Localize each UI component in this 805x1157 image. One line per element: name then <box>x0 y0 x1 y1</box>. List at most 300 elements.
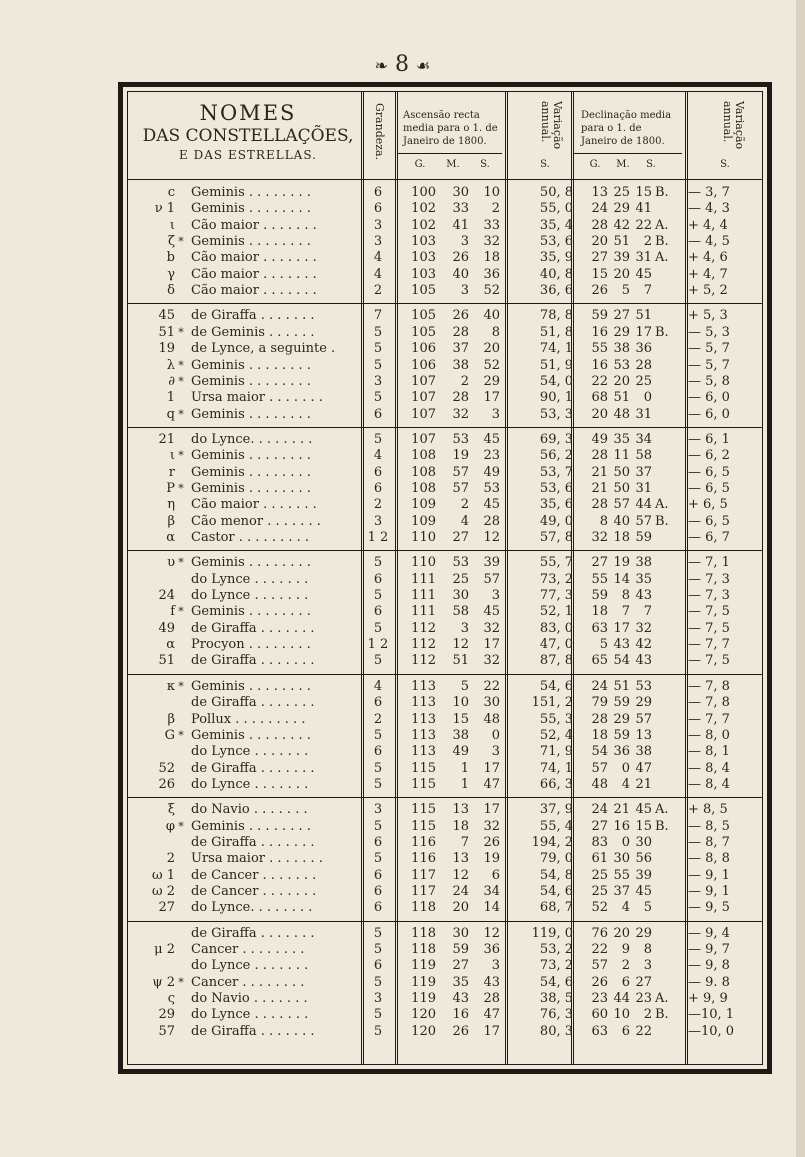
ra-minutes: 38 <box>452 357 469 373</box>
catalog-mark: * <box>178 235 184 249</box>
dec-minutes: 55 <box>613 867 630 883</box>
ra-degrees: 118 <box>411 925 436 941</box>
dec-seconds: 22 <box>635 1023 652 1039</box>
dec-variation: — 9, 1 <box>688 884 730 899</box>
ra-seconds: 40 <box>483 308 500 324</box>
dec-seconds: 15 <box>635 185 652 200</box>
ra-degrees: 103 <box>411 250 436 266</box>
dec-seconds: 27 <box>635 974 652 990</box>
dec-minutes: 7 <box>621 604 630 620</box>
star-name: Geminis . . . . . . . . <box>191 480 311 496</box>
ra-seconds: 29 <box>483 373 500 389</box>
dec-variation: — 6, 2 <box>688 448 730 464</box>
ra-degrees: 113 <box>411 727 436 743</box>
ra-seconds: 18 <box>483 250 500 266</box>
dec-seconds: 43 <box>635 588 652 604</box>
ra-minutes: 2 <box>460 373 469 389</box>
catalog-mark: * <box>178 481 184 495</box>
star-name: Ursa maior . . . . . . . <box>191 390 323 406</box>
dec-seconds: 36 <box>635 341 652 357</box>
ra-variation: 55, 7 <box>539 555 573 571</box>
dec-minutes: 20 <box>613 266 630 282</box>
star-label: γ <box>167 266 175 282</box>
dec-hemisphere: A. <box>655 991 669 1007</box>
ra-variation: 77, 3 <box>539 588 573 604</box>
dec-minutes: 30 <box>613 851 630 867</box>
star-name: Geminis . . . . . . . . <box>191 185 311 200</box>
ra-variation: 35, 6 <box>539 497 573 513</box>
ra-variation: 47, 0 <box>539 637 573 653</box>
ra-variation: 52, 4 <box>539 727 573 743</box>
dec-minutes: 37 <box>613 884 630 899</box>
dec-minutes: 39 <box>613 250 630 266</box>
star-label: 51 <box>158 324 175 340</box>
table-row <box>123 1007 763 1023</box>
star-label: 19 <box>158 341 175 357</box>
dec-seconds: 5 <box>643 900 652 916</box>
dec-minutes: 40 <box>613 513 630 529</box>
dec-minutes: 6 <box>621 974 630 990</box>
dec-degrees: 20 <box>591 406 608 422</box>
dec-degrees: 49 <box>591 431 608 447</box>
ra-variation: 49, 0 <box>539 513 573 529</box>
ra-minutes: 28 <box>452 324 469 340</box>
ra-minutes: 2 <box>460 497 469 513</box>
magnitude: 5 <box>373 925 383 941</box>
star-name: do Lynce . . . . . . . <box>191 571 309 587</box>
magnitude: 4 <box>373 266 383 282</box>
star-label: ι <box>169 448 175 464</box>
ra-variation: 53, 3 <box>539 406 573 422</box>
dec-seconds: 42 <box>635 637 652 653</box>
catalog-mark: * <box>178 358 184 372</box>
dec-degrees: 16 <box>591 357 608 373</box>
table-row <box>123 1024 763 1040</box>
ra-seconds: 23 <box>483 448 500 464</box>
group-rule <box>127 797 763 798</box>
ra-degrees: 110 <box>411 555 436 571</box>
star-label: c <box>167 185 175 200</box>
star-label: q <box>166 406 175 422</box>
dec-minutes: 14 <box>613 571 630 587</box>
magnitude: 6 <box>373 900 383 916</box>
star-label: 29 <box>158 1007 175 1023</box>
ra-degrees: 100 <box>411 185 436 200</box>
ra-minutes: 3 <box>460 620 469 636</box>
ra-degrees: 115 <box>411 760 436 776</box>
ra-degrees: 116 <box>411 834 436 850</box>
ra-seconds: 22 <box>483 678 500 694</box>
star-label: 57 <box>158 1023 175 1039</box>
ra-minutes: 13 <box>452 802 469 818</box>
ra-seconds: 2 <box>491 201 500 217</box>
dec-minutes: 27 <box>613 308 630 324</box>
dec-degrees: 23 <box>591 991 608 1007</box>
table-row <box>123 481 763 497</box>
star-label: 52 <box>158 760 175 776</box>
page-edge <box>796 0 805 1157</box>
star-label: 24 <box>158 588 175 604</box>
dec-seconds: 17 <box>635 324 652 340</box>
dec-seconds: 28 <box>635 357 652 373</box>
dec-degrees: 24 <box>591 201 608 217</box>
star-name: Geminis . . . . . . . . <box>191 464 311 480</box>
dec-variation: — 6, 7 <box>688 530 730 545</box>
ra-var-seconds-sub: S. <box>540 159 550 170</box>
star-label: φ <box>165 818 175 834</box>
ra-variation: 54, 6 <box>539 884 573 899</box>
ra-degrees: 107 <box>411 373 436 389</box>
ra-degrees: 113 <box>411 695 436 711</box>
ra-variation: 90, 1 <box>539 390 573 406</box>
ra-degrees: 107 <box>411 406 436 422</box>
ra-degrees: 112 <box>411 637 436 653</box>
dec-degrees: 68 <box>591 390 608 406</box>
ra-variation: 55, 0 <box>539 201 573 217</box>
ra-degrees: 108 <box>411 448 436 464</box>
header-bottom-rule <box>127 179 763 180</box>
dec-hemisphere: B. <box>655 513 669 529</box>
dec-seconds: 3 <box>643 958 652 974</box>
star-table <box>118 82 772 1074</box>
ra-degrees: 106 <box>411 357 436 373</box>
ra-minutes: 3 <box>460 234 469 250</box>
star-name: de Giraffa . . . . . . . <box>191 653 315 669</box>
ra-degrees: 117 <box>411 884 436 899</box>
dec-minutes: 16 <box>613 818 630 834</box>
ra-seconds-sub: S. <box>480 159 490 170</box>
dec-variation: —10, 0 <box>688 1023 735 1039</box>
ra-degrees: 109 <box>411 497 436 513</box>
ra-seconds: 32 <box>483 818 500 834</box>
ra-minutes: 57 <box>452 464 469 480</box>
table-row <box>123 250 763 266</box>
ra-variation: 55, 4 <box>539 818 573 834</box>
table-row <box>123 341 763 357</box>
star-name: Procyon . . . . . . . . <box>191 637 311 653</box>
ra-variation: 54, 6 <box>539 678 573 694</box>
ra-variation: 76, 3 <box>539 1007 573 1023</box>
table-row <box>123 588 763 604</box>
ra-minutes: 1 <box>460 760 469 776</box>
table-row <box>123 884 763 900</box>
dec-variation: — 7, 8 <box>688 695 730 711</box>
dec-degrees: 24 <box>591 678 608 694</box>
magnitude: 3 <box>373 217 383 233</box>
dec-minutes: 21 <box>613 802 630 818</box>
magnitude: 5 <box>373 1023 383 1039</box>
dec-variation: + 5, 2 <box>688 283 728 299</box>
dec-hemisphere: B. <box>655 185 669 200</box>
table-row <box>123 991 763 1007</box>
star-name: do Lynce. . . . . . . . <box>191 431 313 447</box>
magnitude: 2 <box>373 497 383 513</box>
dec-seconds: 15 <box>635 818 652 834</box>
ra-seconds: 43 <box>483 974 500 990</box>
dec-hemisphere: A. <box>655 217 669 233</box>
ra-variation: 51, 9 <box>539 357 573 373</box>
ornament-right-icon: ☙ <box>416 56 431 75</box>
ra-degrees: 119 <box>411 974 436 990</box>
dec-seconds: 21 <box>635 776 652 792</box>
dec-seconds: 59 <box>635 530 652 545</box>
dec-variation: — 9, 5 <box>688 900 730 916</box>
dec-minutes: 29 <box>613 711 630 727</box>
dec-minutes-sub: M. <box>616 159 630 170</box>
ra-minutes: 20 <box>452 900 469 916</box>
dec-variation: — 8, 4 <box>688 776 730 792</box>
ra-minutes: 33 <box>452 201 469 217</box>
dec-variation: — 3, 7 <box>688 185 730 200</box>
table-row <box>123 185 763 201</box>
dec-minutes: 35 <box>613 431 630 447</box>
catalog-mark: * <box>178 407 184 421</box>
dec-minutes: 29 <box>613 324 630 340</box>
dec-seconds: 58 <box>635 448 652 464</box>
dec-variation: — 7, 7 <box>688 711 730 727</box>
ra-seconds: 48 <box>483 711 500 727</box>
dec-minutes: 4 <box>621 776 630 792</box>
ra-seconds: 14 <box>483 900 500 916</box>
ra-degrees: 112 <box>411 653 436 669</box>
dec-variation: + 9, 9 <box>688 991 728 1007</box>
catalog-mark: * <box>178 374 184 388</box>
star-name: Cão maior . . . . . . . <box>191 250 317 266</box>
dec-seconds: 53 <box>635 678 652 694</box>
table-row <box>123 621 763 637</box>
ra-degrees: 118 <box>411 900 436 916</box>
star-label: 21 <box>158 431 175 447</box>
ra-seconds: 17 <box>483 802 500 818</box>
star-name: do Navio . . . . . . . <box>191 991 308 1007</box>
ra-seconds: 17 <box>483 637 500 653</box>
dec-degrees: 18 <box>591 727 608 743</box>
dec-variation: — 8, 8 <box>688 851 730 867</box>
dec-variation: — 6, 5 <box>688 513 730 529</box>
ra-variation: 66, 3 <box>539 776 573 792</box>
ra-degrees: 102 <box>411 217 436 233</box>
ra-seconds: 19 <box>483 851 500 867</box>
star-label: δ <box>167 283 175 299</box>
dec-seconds: 7 <box>643 604 652 620</box>
table-row <box>123 777 763 793</box>
table-row <box>123 234 763 250</box>
ra-variation: 56, 2 <box>539 448 573 464</box>
dec-degrees: 28 <box>591 217 608 233</box>
magnitude: 3 <box>373 991 383 1007</box>
ra-variation: 38, 5 <box>539 991 573 1007</box>
dec-degrees: 16 <box>591 324 608 340</box>
dec-seconds: 22 <box>635 217 652 233</box>
dec-degrees: 83 <box>591 834 608 850</box>
ra-variation: 71, 9 <box>539 744 573 760</box>
dec-minutes: 50 <box>613 464 630 480</box>
star-name: Cão maior . . . . . . . <box>191 283 317 299</box>
dec-degrees: 25 <box>591 884 608 899</box>
dec-variation: — 5, 7 <box>688 341 730 357</box>
table-row <box>123 958 763 974</box>
ra-minutes: 43 <box>452 991 469 1007</box>
ra-seconds: 3 <box>491 588 500 604</box>
ra-variation: 79, 0 <box>539 851 573 867</box>
table-row <box>123 942 763 958</box>
dec-seconds: 32 <box>635 620 652 636</box>
dec-degrees: 24 <box>591 802 608 818</box>
dec-seconds: 47 <box>635 760 652 776</box>
star-label: 49 <box>158 620 175 636</box>
magnitude: 5 <box>373 818 383 834</box>
table-row <box>123 530 763 546</box>
dec-minutes: 0 <box>621 760 630 776</box>
dec-degrees: 60 <box>591 1007 608 1023</box>
table-row <box>123 653 763 669</box>
dec-variation: —10, 1 <box>688 1007 735 1023</box>
ra-variation: 53, 6 <box>539 480 573 496</box>
dec-degrees: 54 <box>591 744 608 760</box>
dec-variation: — 7, 3 <box>688 588 730 604</box>
ra-variation: 54, 6 <box>539 974 573 990</box>
dec-minutes: 2 <box>621 958 630 974</box>
star-label: α <box>166 530 175 545</box>
ra-seconds: 36 <box>483 266 500 282</box>
dec-seconds: 0 <box>643 390 652 406</box>
star-name: do Lynce . . . . . . . <box>191 958 309 974</box>
ra-minutes: 27 <box>452 958 469 974</box>
table-row <box>123 695 763 711</box>
star-name: de Cancer . . . . . . . <box>191 867 317 883</box>
dec-variation: + 5, 3 <box>688 308 728 324</box>
dec-variation: — 7, 5 <box>688 604 730 620</box>
ra-seconds: 32 <box>483 620 500 636</box>
dec-minutes: 42 <box>613 217 630 233</box>
ra-seconds: 17 <box>483 1023 500 1039</box>
table-row <box>123 325 763 341</box>
star-name: Geminis . . . . . . . . <box>191 604 311 620</box>
ra-seconds: 10 <box>483 185 500 200</box>
dec-minutes: 25 <box>613 185 630 200</box>
ra-seconds: 28 <box>483 513 500 529</box>
star-name: do Navio . . . . . . . <box>191 802 308 818</box>
star-name: Geminis . . . . . . . . <box>191 234 311 250</box>
ra-seconds: 53 <box>483 480 500 496</box>
star-label: υ <box>167 555 175 571</box>
ra-minutes: 5 <box>460 678 469 694</box>
dec-variation: — 8, 1 <box>688 744 730 760</box>
dec-seconds: 34 <box>635 431 652 447</box>
dec-degrees: 22 <box>591 942 608 958</box>
table-row <box>123 802 763 818</box>
dec-hemisphere: A. <box>655 250 669 266</box>
dec-minutes: 57 <box>613 497 630 513</box>
ra-variation: 37, 9 <box>539 802 573 818</box>
dec-seconds: 39 <box>635 867 652 883</box>
star-name: Geminis . . . . . . . . <box>191 678 311 694</box>
magnitude: 6 <box>373 571 383 587</box>
dec-variation: — 6, 0 <box>688 390 730 406</box>
dec-seconds: 23 <box>635 991 652 1007</box>
dec-minutes: 51 <box>613 234 630 250</box>
ra-variation: 55, 3 <box>539 711 573 727</box>
ra-seconds: 32 <box>483 234 500 250</box>
ra-degrees: 111 <box>411 588 436 604</box>
ra-seconds: 45 <box>483 497 500 513</box>
dec-variation: + 8, 5 <box>688 802 728 818</box>
ra-degrees: 110 <box>411 530 436 545</box>
dec-degrees: 28 <box>591 497 608 513</box>
star-name: de Giraffa . . . . . . . <box>191 1023 315 1039</box>
dec-seconds-sub: S. <box>646 159 656 170</box>
dec-variation: — 5, 7 <box>688 357 730 373</box>
ra-seconds: 12 <box>483 530 500 545</box>
dec-seconds: 56 <box>635 851 652 867</box>
dec-degrees: 48 <box>591 776 608 792</box>
magnitude-header: Grandeza. <box>373 103 386 161</box>
ra-degrees-sub: G. <box>414 159 426 170</box>
star-label: G <box>164 727 175 743</box>
ra-minutes: 18 <box>452 818 469 834</box>
magnitude: 5 <box>373 555 383 571</box>
star-label: ω 1 <box>151 867 175 883</box>
dec-variation: — 8, 0 <box>688 727 730 743</box>
magnitude: 3 <box>373 373 383 389</box>
ra-seconds: 45 <box>483 431 500 447</box>
ra-degrees: 118 <box>411 942 436 958</box>
dec-minutes: 17 <box>613 620 630 636</box>
star-name: Geminis . . . . . . . . <box>191 406 311 422</box>
star-name: Cancer . . . . . . . . <box>191 942 305 958</box>
ra-variation: 87, 8 <box>539 653 573 669</box>
ra-minutes: 1 <box>460 776 469 792</box>
ra-degrees: 115 <box>411 818 436 834</box>
dec-minutes: 20 <box>613 925 630 941</box>
ra-seconds: 12 <box>483 925 500 941</box>
magnitude: 1 2 <box>367 637 389 653</box>
dec-seconds: 31 <box>635 250 652 266</box>
table-row <box>123 283 763 299</box>
names-header <box>133 101 363 163</box>
dec-variation: — 7, 5 <box>688 653 730 669</box>
star-label: ς <box>167 991 175 1007</box>
dec-minutes: 8 <box>621 588 630 604</box>
star-name: de Giraffa . . . . . . . <box>191 834 315 850</box>
magnitude: 5 <box>373 431 383 447</box>
ra-variation: 83, 0 <box>539 620 573 636</box>
star-name: Geminis . . . . . . . . <box>191 357 311 373</box>
dec-minutes: 51 <box>613 678 630 694</box>
ra-seconds: 52 <box>483 283 500 299</box>
dec-seconds: 30 <box>635 834 652 850</box>
dec-variation: — 6, 5 <box>688 464 730 480</box>
magnitude: 6 <box>373 958 383 974</box>
dec-seconds: 37 <box>635 464 652 480</box>
ra-minutes: 26 <box>452 250 469 266</box>
ra-degrees: 102 <box>411 201 436 217</box>
names-header-title: NOMES <box>199 101 297 125</box>
ra-variation: 69, 3 <box>539 431 573 447</box>
ra-minutes: 30 <box>452 185 469 200</box>
ra-degrees: 103 <box>411 266 436 282</box>
star-label: 26 <box>158 776 175 792</box>
ra-seconds: 3 <box>491 958 500 974</box>
ra-minutes: 59 <box>452 942 469 958</box>
ra-variation: 74, 1 <box>539 760 573 776</box>
ra-degrees: 113 <box>411 678 436 694</box>
star-label: β <box>167 513 175 529</box>
dec-variation: — 6, 1 <box>688 431 730 447</box>
star-name: de Giraffa . . . . . . . <box>191 760 315 776</box>
table-row <box>123 851 763 867</box>
dec-variation-header: Variação annual. <box>721 101 746 150</box>
